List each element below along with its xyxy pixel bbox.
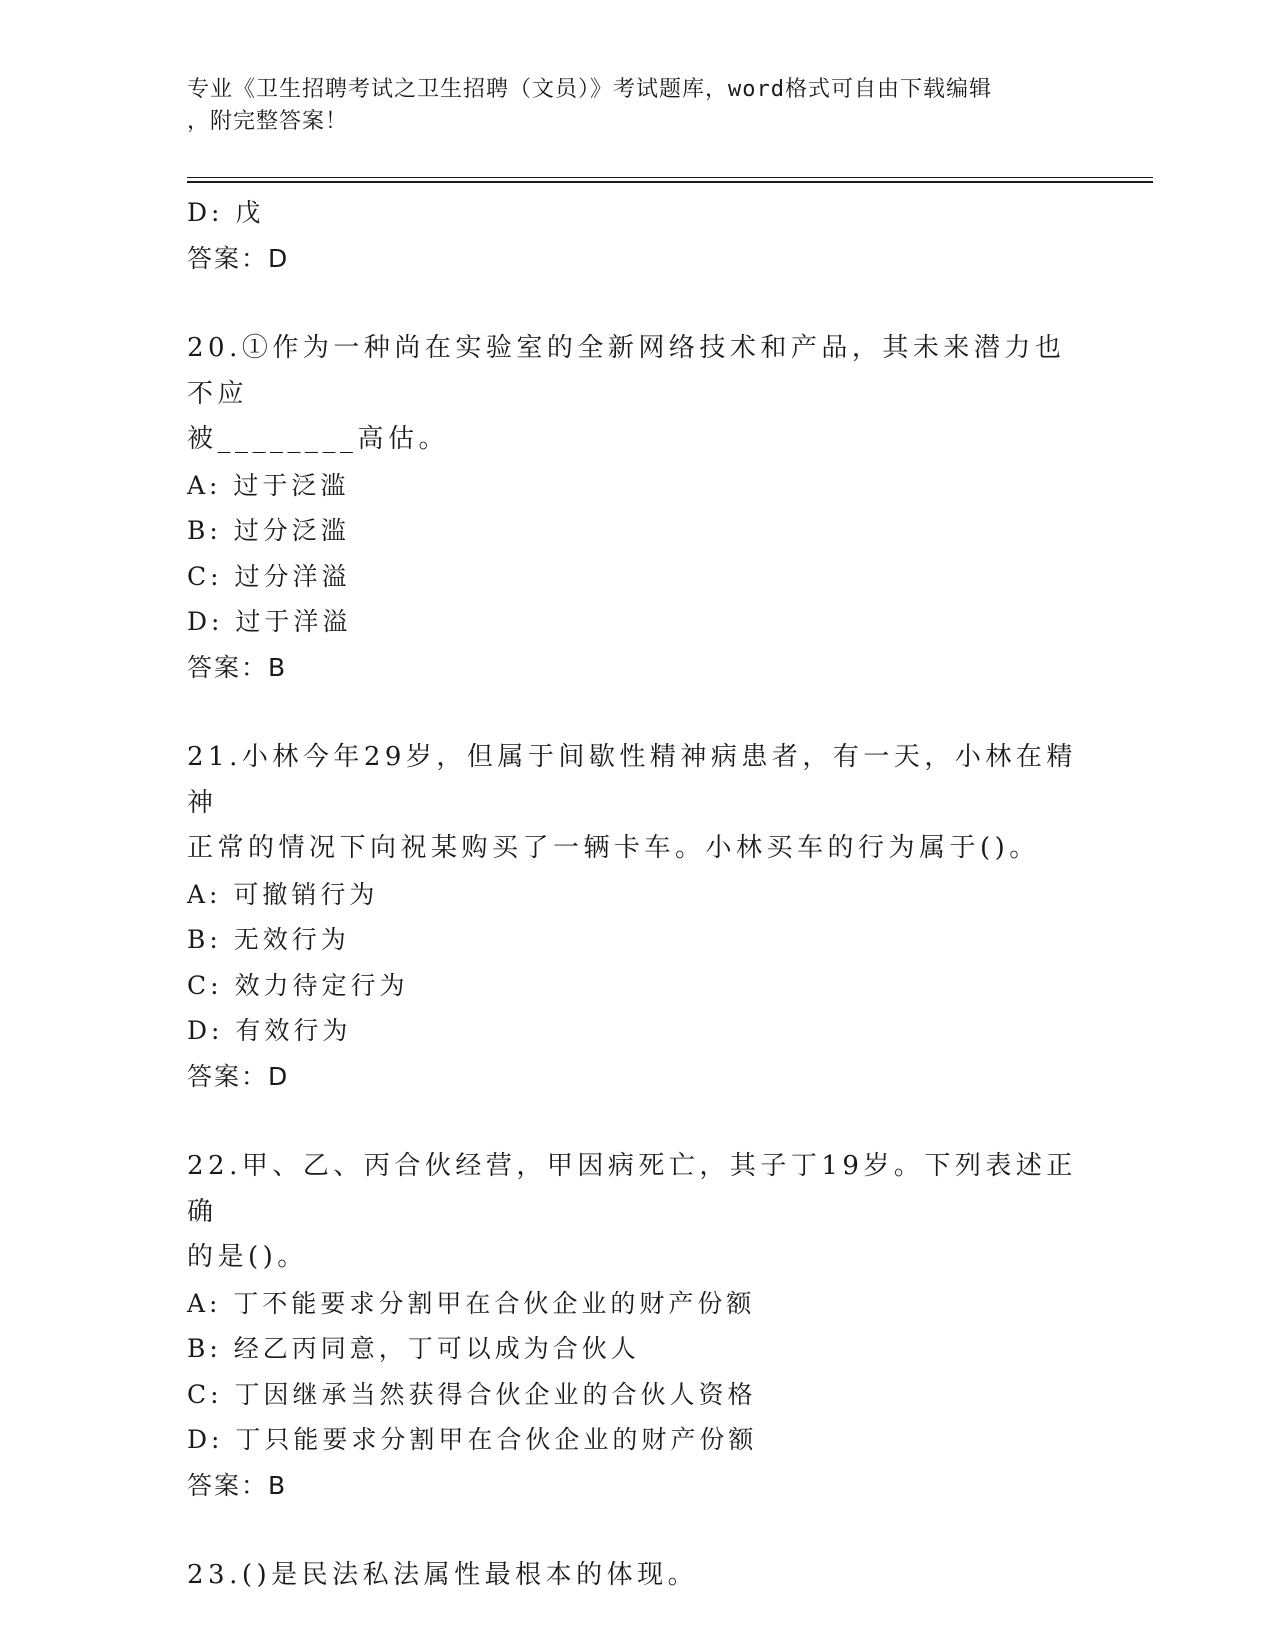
previous-question-tail — [187, 190, 1087, 281]
header-rule-thin — [187, 177, 1153, 178]
option-b: B: 无效行为 — [187, 925, 350, 954]
option-a: A: 丁不能要求分割甲在合伙企业的财产份额 — [187, 1288, 756, 1318]
answer: 答案：D — [187, 243, 290, 273]
question-stem-line-2: 正常的情况下向祝某购买了一辆卡车。小林买车的行为属于()。 — [187, 833, 1040, 863]
option-c: C: 过分洋溢 — [187, 561, 351, 591]
header-line-2: ，附完整答案！ — [187, 109, 349, 134]
question-21 — [187, 735, 1087, 1099]
question-23 — [187, 1553, 1087, 1599]
option-d: D: 丁只能要求分割甲在合伙企业的财产份额 — [187, 1425, 758, 1454]
question-stem-line-2: 的是()。 — [187, 1242, 308, 1272]
question-stem-line-2: 被________高估。 — [187, 424, 450, 454]
question-stem-line-1: 20.①作为一种尚在实验室的全新网络技术和产品，其未来潜力也不应 — [187, 333, 1066, 409]
option-b: B: 经乙丙同意，丁可以成为合伙人 — [187, 1334, 640, 1363]
question-list — [187, 190, 1087, 1599]
option-d: D: 有效行为 — [187, 1016, 352, 1045]
question-stem-line-1: 23.()是民法私法属性最根本的体现。 — [187, 1560, 699, 1590]
answer: 答案：D — [187, 1061, 290, 1091]
question-20 — [187, 326, 1087, 690]
answer: 答案：B — [187, 1470, 288, 1500]
option-a: A: 可撤销行为 — [187, 879, 379, 909]
option-d: D: 过于洋溢 — [187, 607, 352, 636]
header-line-1: 专业《卫生招聘考试之卫生招聘（文员）》考试题库，word格式可自由下载编辑 — [187, 77, 992, 102]
answer: 答案：B — [187, 652, 288, 682]
option-c: C: 丁因继承当然获得合伙企业的合伙人资格 — [187, 1379, 757, 1409]
option-b: B: 过分泛滥 — [187, 516, 350, 545]
question-22 — [187, 1144, 1087, 1508]
header-rule-thick — [187, 181, 1153, 183]
option-c: C: 效力待定行为 — [187, 970, 409, 1000]
question-stem-line-1: 21.小林今年29岁，但属于间歇性精神病患者，有一天，小林在精神 — [187, 742, 1077, 818]
option-d: D: 戊 — [187, 198, 265, 227]
page-header — [187, 74, 1087, 138]
option-a: A: 过于泛滥 — [187, 470, 350, 500]
question-stem-line-1: 22.甲、乙、丙合伙经营，甲因病死亡，其子丁19岁。下列表述正确 — [187, 1151, 1077, 1227]
